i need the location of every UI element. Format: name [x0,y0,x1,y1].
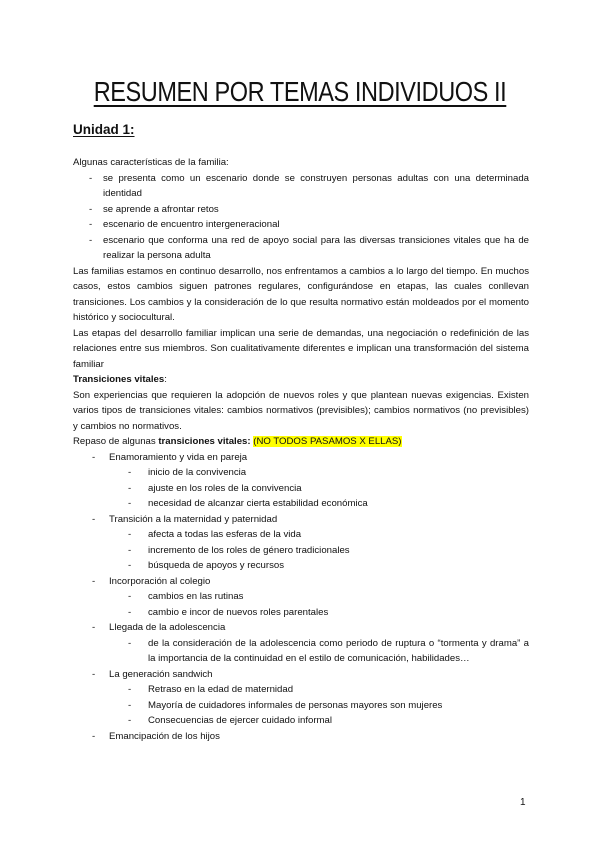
unit-heading: Unidad 1: [73,122,135,137]
review-bold: transiciones vitales [158,436,248,447]
transitions-heading-colon: : [164,374,167,385]
transition-item [73,512,529,574]
paragraph-transitions: Son experiencias que requieren la adopción de nuevos roles y que plantean nuevas exigencias. Existen varios tipos de transiciones vitales: cambios normativos (previsibles); cambios normativos (no previsibles) y cambios no normativos. [73,389,529,432]
highlighted-note: (NO TODOS PASAMOS X ELLAS) [253,436,402,447]
transition-subitems [109,589,529,620]
transition-subitems [109,527,529,574]
list-item: - necesidad de alcanzar cierta estabilidad económica [128,496,529,512]
list-item: - cambios en las rutinas [128,589,529,605]
transition-item [73,574,529,621]
transition-label: Transición a la maternidad y paternidad [109,513,278,525]
list-item: - cambio e incor de nuevos roles parentales [128,605,529,621]
family-intro: Algunas características de la familia: [73,157,229,168]
paragraph-family-stages: Las etapas del desarrollo familiar implican una serie de demandas, una negociación o redefinición de las relaciones entre sus miembros. Son cualitativamente diferentes e implican una transformación del sistema familiar [73,327,529,370]
transition-label: Llegada de la adolescencia [109,622,226,633]
list-item: - ajuste en los roles de la convivencia [128,481,529,497]
transition-label: Enamoramiento y vida en pareja [109,451,248,463]
transition-label: La generación sandwich [109,668,213,680]
transition-subitems [109,465,529,512]
review-prefix: Repaso de algunas [73,436,159,447]
document-title: RESUMEN POR TEMAS INDIVIDUOS II [93,76,507,107]
list-item: - se aprende a afrontar retos [73,202,529,218]
list-item: - afecta a todas las esferas de la vida [128,527,529,543]
list-item: - Retraso en la edad de maternidad [128,682,529,698]
transition-item [73,620,529,667]
transition-item [73,667,529,729]
transition-item [73,450,529,512]
transitions-heading-text: Transiciones vitales [73,374,165,385]
transition-label: Incorporación al colegio [109,575,211,587]
document-body [73,155,529,744]
review-colon: : [247,436,254,447]
list-item: - Mayoría de cuidadores informales de personas mayores son mujeres [128,698,529,714]
list-item: - de la consideración de la adolescencia como periodo de ruptura o “tormenta y drama” a la importancia de la continuidad en el estilo de comunicación, habilidades… [128,636,529,667]
transitions-heading [73,372,529,388]
list-item: - búsqueda de apoyos y recursos [128,558,529,574]
transition-item [73,729,529,745]
list-item: - se presenta como un escenario donde se construyen personas adultas con una determinada identidad [73,171,529,202]
list-item: - escenario que conforma una red de apoyo social para las diversas transiciones vitales que ha de realizar la persona adulta [73,233,529,264]
transition-label: Emancipación de los hijos [109,730,220,742]
transition-subitems [109,636,529,667]
list-item: - Consecuencias de ejercer cuidado informal [128,713,529,729]
paragraph-family-development: Las familias estamos en continuo desarrollo, nos enfrentamos a cambios a lo largo del tiempo. En muchos casos, estos cambios siguen patrones regulares, configurándose en etapas, las cuales conllevan transiciones. Los cambios y la consideración de lo que resulta normativo están moldeados por el momento histórico y sociocultural. [73,265,529,323]
list-item: - escenario de encuentro intergeneracional [73,217,529,233]
list-item: - incremento de los roles de género tradicionales [128,543,529,559]
review-line [73,434,529,450]
page-number: 1 [520,797,526,808]
transition-subitems [109,682,529,729]
list-item: - inicio de la convivencia [128,465,529,481]
family-characteristics-list [73,171,529,264]
transitions-list [73,450,529,745]
